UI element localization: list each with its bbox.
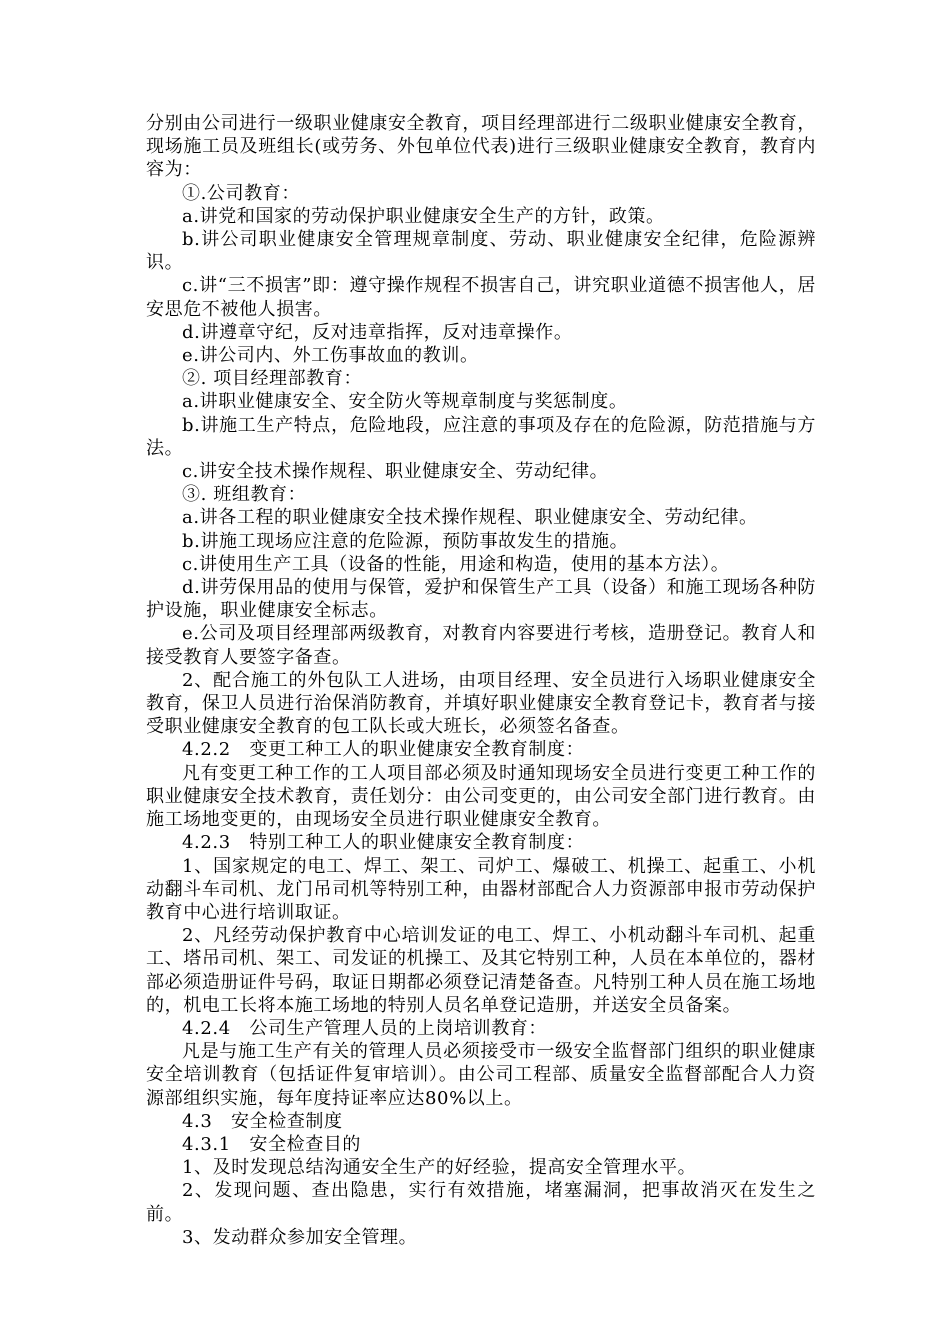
- section-heading-company-education: ①.公司教育：: [182, 182, 300, 204]
- list-item: d.讲遵章守纪，反对违章指挥，反对违章操作。: [182, 321, 573, 343]
- section-heading-4-2-4: 4.2.4 公司生产管理人员的上岗培训教育：: [182, 1017, 547, 1039]
- section-heading-4-3-1: 4.3.1 安全检查目的: [182, 1133, 361, 1155]
- paragraph: 2、配合施工的外包队工人进场，由项目经理、安全员进行入场职业健康安全教育，保卫人员进行治保消防教育，并填好职业健康安全教育登记卡，教育者与接受职业健康安全教育的包工队长或大班长，必须签名备查。: [146, 669, 816, 738]
- list-item: a.讲职业健康安全、安全防火等规章制度与奖惩制度。: [182, 391, 628, 413]
- paragraph: 凡有变更工种工作的工人项目部必须及时通知现场安全员进行变更工种工作的职业健康安全技术教育，责任划分：由公司变更的，由公司安全部门进行教育。由施工场地变更的，由现场安全员进行职业健康安全教育。: [146, 762, 816, 831]
- list-item: e.讲公司内、外工伤事故血的教训。: [182, 345, 479, 367]
- list-item: b.讲施工现场应注意的危险源，预防事故发生的措施。: [182, 530, 629, 552]
- list-item: b.讲公司职业健康安全管理规章制度、劳动、职业健康安全纪律，危险源辨识。: [146, 229, 816, 274]
- paragraph: 1、国家规定的电工、焊工、架工、司炉工、爆破工、机操工、起重工、小机动翻斗车司机、龙门吊司机等特别工种，由器材部配合人力资源部申报市劳动保护教育中心进行培训取证。: [146, 855, 816, 923]
- list-item: 3、发动群众参加安全管理。: [182, 1226, 418, 1248]
- list-item: c.讲安全技术操作规程、职业健康安全、劳动纪律。: [182, 461, 609, 483]
- list-item: c.讲“三不损害”即：遵守操作规程不损害自己，讲究职业道德不损害他人，居安思危不被他人损害。: [146, 275, 816, 320]
- list-item: a.讲党和国家的劳动保护职业健康安全生产的方针，政策。: [182, 205, 665, 227]
- list-item: a.讲各工程的职业健康安全技术操作规程、职业健康安全、劳动纪律。: [182, 507, 758, 529]
- section-heading-team-education: ③. 班组教育：: [182, 484, 307, 506]
- paragraph: 凡是与施工生产有关的管理人员必须接受市一级安全监督部门组织的职业健康安全培训教育（包括证件复审培训）。由公司工程部、质量安全监督部配合人力资源部组织实施，每年度持证率应达80%以上。: [146, 1041, 816, 1109]
- section-heading-4-2-3: 4.2.3 特别工种工人的职业健康安全教育制度：: [182, 832, 585, 854]
- list-item: 2、发现问题、查出隐患，实行有效措施，堵塞漏洞，把事故消灭在发生之前。: [146, 1180, 816, 1225]
- section-heading-4-3: 4.3 安全检查制度: [182, 1110, 343, 1132]
- list-item: e.公司及项目经理部两级教育，对教育内容要进行考核，造册登记。教育人和接受教育人要签字备查。: [146, 623, 816, 668]
- section-heading-project-education: ②. 项目经理部教育：: [182, 368, 363, 390]
- paragraph: 2、凡经劳动保护教育中心培训发证的电工、焊工、小机动翻斗车司机、起重工、塔吊司机、架工、司发证的机操工、及其它特别工种，人员在本单位的，器材部必须造册证件号码，取证日期都必须登记清楚备查。凡特别工种人员在施工场地的，机电工长将本施工场地的特别人员名单登记造册，并送安全员备案。: [146, 925, 816, 1016]
- list-item: c.讲使用生产工具（设备的性能，用途和构造，使用的基本方法）。: [182, 553, 730, 575]
- paragraph: 分别由公司进行一级职业健康安全教育，项目经理部进行二级职业健康安全教育，现场施工员及班组长(或劳务、外包单位代表)进行三级职业健康安全教育，教育内容为：: [146, 113, 816, 181]
- list-item: b.讲施工生产特点，危险地段，应注意的事项及存在的危险源，防范措施与方法。: [146, 414, 816, 459]
- document-body: [146, 112, 816, 1249]
- list-item: 1、及时发现总结沟通安全生产的好经验，提高安全管理水平。: [182, 1157, 697, 1179]
- list-item: d.讲劳保用品的使用与保管，爱护和保管生产工具（设备）和施工现场各种防护设施，职业健康安全标志。: [146, 577, 816, 622]
- section-heading-4-2-2: 4.2.2 变更工种工人的职业健康安全教育制度：: [182, 739, 585, 761]
